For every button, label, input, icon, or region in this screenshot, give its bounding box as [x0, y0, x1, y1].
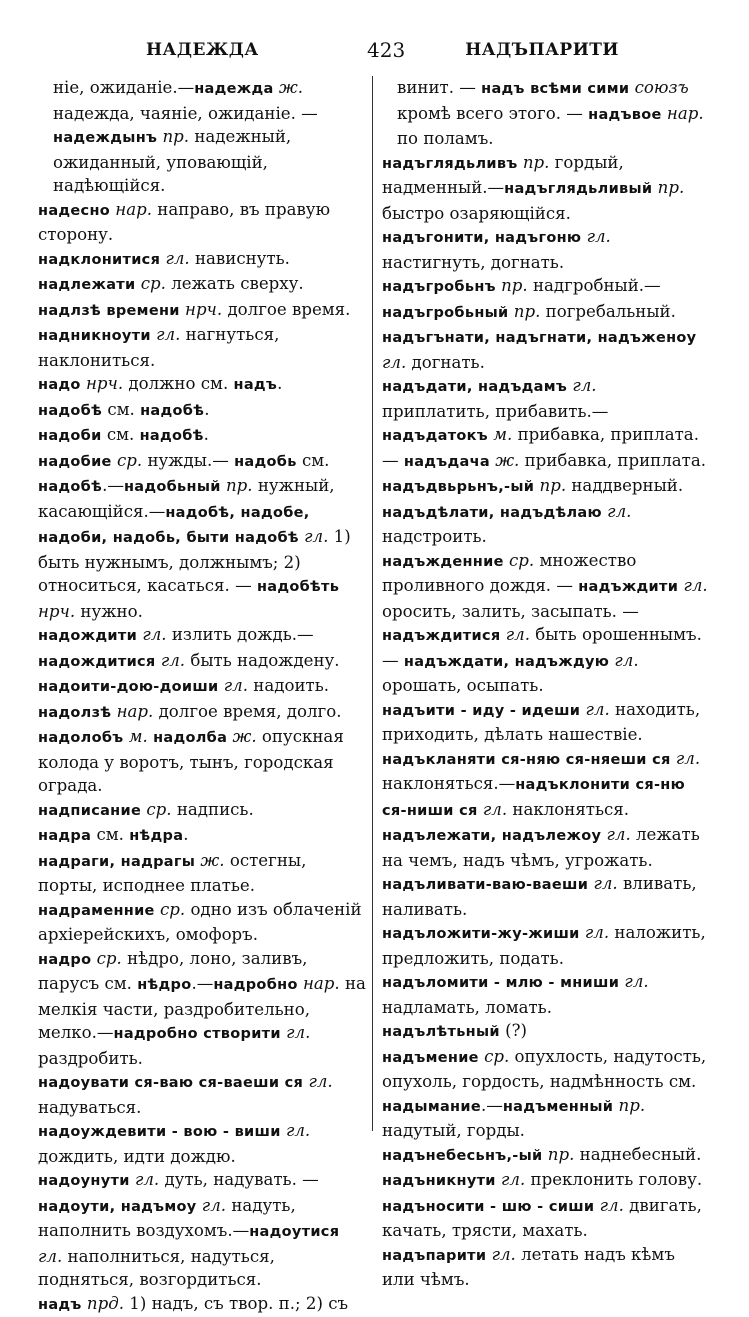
headword: надоунути: [38, 1173, 130, 1189]
headword: надъникнути: [382, 1173, 496, 1189]
dictionary-entry: [38, 423, 368, 449]
definition-text: нужды.—: [142, 451, 234, 470]
headword: надъломити - млю - мниши: [382, 975, 619, 991]
right-column: [382, 76, 708, 1292]
definition-text: надгробный.—: [528, 276, 661, 295]
grammar-abbreviation: ср.: [135, 274, 165, 293]
definition-text: опускная колода у воротъ, тынъ, городская ограда.: [38, 727, 344, 795]
dictionary-entry: [38, 700, 368, 726]
grammar-abbreviation: гл.: [137, 625, 167, 644]
definition-text: опухлость, надутость, опухоль, гордость, надмѣнность см.: [382, 1047, 706, 1092]
definition-text: прибавка, приплата.: [519, 451, 706, 470]
headword: надъносити - шю - сиши: [382, 1199, 594, 1215]
definition-text: остегны, порты, исподнее платье.: [38, 851, 306, 896]
headword: надъкланяти ся-няю ся-няеши ся: [382, 752, 671, 768]
definition-text: .: [183, 825, 188, 844]
grammar-abbreviation: гл.: [486, 1245, 516, 1264]
headword: надолзѣ: [38, 705, 111, 721]
grammar-abbreviation: гл.: [580, 700, 610, 719]
grammar-abbreviation: нар.: [110, 200, 152, 219]
definition-text: наложить, предложить, подать.: [382, 923, 706, 968]
headword: надобие: [38, 454, 112, 470]
definition-text: дуть, надувать. —: [159, 1170, 319, 1189]
definition-text: надежда, чаяніе, ожиданіе. —: [53, 104, 318, 123]
headword: надождитися: [38, 654, 156, 670]
grammar-abbreviation: гл.: [500, 625, 530, 644]
grammar-abbreviation: ж.: [490, 451, 519, 470]
definition-text: (?): [500, 1021, 527, 1040]
headword: надъдатокъ: [382, 428, 488, 444]
grammar-abbreviation: ср.: [155, 900, 185, 919]
dictionary-entry: [382, 274, 708, 325]
definition-text: нужно.: [75, 602, 143, 621]
grammar-abbreviation: гл.: [281, 1023, 311, 1042]
headword: надробно створити: [114, 1026, 281, 1042]
grammar-abbreviation: гл.: [580, 923, 610, 942]
grammar-abbreviation: м.: [123, 727, 147, 746]
headword: надобь: [234, 454, 297, 470]
headword: надъдача: [404, 454, 490, 470]
headword: надъглядьливъ: [382, 156, 518, 172]
grammar-abbreviation: пр.: [509, 302, 541, 321]
definition-text: надуваться.: [38, 1098, 141, 1117]
grammar-abbreviation: гл.: [671, 749, 701, 768]
headword: надоутися: [249, 1224, 339, 1240]
headword: надъ: [234, 377, 278, 393]
headword: надъ: [38, 1297, 82, 1313]
column-divider: [372, 76, 373, 1131]
headword: надоути, надъмоу: [38, 1199, 197, 1215]
dictionary-entry: [38, 798, 368, 824]
grammar-abbreviation: нар.: [111, 702, 153, 721]
grammar-abbreviation: гл.: [601, 825, 631, 844]
definition-text: надстроить.: [382, 527, 487, 546]
definition-text: см.: [102, 400, 140, 419]
definition-text: направо, въ правую сторону.: [38, 200, 330, 245]
headword: надъливати-ваю-ваеши: [382, 877, 588, 893]
dictionary-entry: [38, 76, 368, 198]
grammar-abbreviation: нрч.: [81, 374, 123, 393]
headword: надра: [38, 828, 91, 844]
grammar-abbreviation: гл.: [496, 1170, 526, 1189]
definition-text: нагнуться, наклониться.: [38, 325, 279, 370]
definition-text: .—: [102, 476, 124, 495]
definition-text: надуть, наполнить воздухомъ.—: [38, 1196, 296, 1241]
headword: надоувати ся-ваю ся-ваеши ся: [38, 1075, 303, 1091]
dictionary-entry: [38, 823, 368, 849]
headword: надобѣть: [257, 579, 339, 595]
definition-text: .: [204, 425, 209, 444]
dictionary-entry: [382, 151, 708, 226]
headword: надъпарити: [382, 1248, 486, 1264]
definition-text: одно изъ облаченій архіерейскихъ, омофоръ.: [38, 900, 362, 945]
headword: надъждати, надъждую: [404, 654, 609, 670]
running-header: [34, 36, 729, 66]
dictionary-entry: [382, 549, 708, 698]
definition-text: излить дождь.—: [167, 625, 314, 644]
headword: надобѣ, надобе, надоби, надобь, быти надобѣ: [38, 505, 310, 547]
headword: надлежати: [38, 277, 135, 293]
definition-text: гордый, надменный.—: [382, 153, 624, 198]
grammar-abbreviation: гл.: [594, 1196, 624, 1215]
dictionary-entry: [38, 398, 368, 424]
headword: надъгънати, надъгнати, надъженоу: [382, 330, 696, 346]
headword: надклонитися: [38, 252, 160, 268]
definition-text: долгое время.: [222, 300, 350, 319]
headword: надъждити: [578, 579, 678, 595]
grammar-abbreviation: пр.: [652, 178, 684, 197]
grammar-abbreviation: гл.: [382, 353, 406, 372]
dictionary-entry: [38, 623, 368, 674]
definition-text: дождить, идти дождю.: [38, 1147, 236, 1166]
dictionary-entry: [38, 372, 368, 398]
grammar-abbreviation: нрч.: [180, 300, 222, 319]
grammar-abbreviation: нар.: [298, 974, 340, 993]
dictionary-entry: [38, 1292, 368, 1317]
definition-text: раздробить.: [38, 1049, 143, 1068]
header-first-headword: НАДЕЖДА: [146, 40, 259, 60]
grammar-abbreviation: гл.: [130, 1170, 160, 1189]
definition-text: винит. —: [397, 78, 481, 97]
definition-text: надоить.: [248, 676, 329, 695]
definition-text: см.: [91, 825, 129, 844]
grammar-abbreviation: гл.: [478, 800, 508, 819]
dictionary-entry: [38, 725, 368, 798]
definition-text: быстро озаряющійся.: [382, 204, 571, 223]
grammar-abbreviation: гл.: [588, 874, 618, 893]
headword: надоуждевити - вою - виши: [38, 1124, 281, 1140]
headword: надъ всѣми сими: [481, 81, 629, 97]
grammar-abbreviation: пр.: [543, 1145, 575, 1164]
grammar-abbreviation: ср.: [91, 949, 121, 968]
headword: надеждынъ: [53, 130, 157, 146]
headword: надъжденние: [382, 554, 504, 570]
dictionary-entry: [38, 449, 368, 624]
grammar-abbreviation: ж.: [227, 727, 256, 746]
dictionary-entry: [382, 698, 708, 747]
headword: нѣдра: [129, 828, 183, 844]
definition-text: .—: [191, 974, 213, 993]
definition-text: множество проливного дождя. —: [382, 551, 636, 596]
dictionary-entry: [38, 674, 368, 700]
headword: надежда: [194, 81, 273, 97]
headword: надъвое: [588, 107, 661, 123]
definition-text: оросить, залить, засыпать. —: [382, 602, 639, 621]
dictionary-entry: [38, 198, 368, 247]
dictionary-entry: [382, 1143, 708, 1169]
grammar-abbreviation: пр.: [157, 127, 189, 146]
headword: надождити: [38, 628, 137, 644]
definition-text: наклоняться.—: [382, 774, 515, 793]
definition-text: наддверный.: [566, 476, 683, 495]
dictionary-entry: [382, 76, 708, 151]
dictionary-entry: [38, 1168, 368, 1292]
definition-text: нужный, касающійся.—: [38, 476, 335, 521]
definition-text: надламать, ломать.: [382, 998, 552, 1017]
headword: надымание: [382, 1099, 481, 1115]
grammar-abbreviation: гл.: [609, 651, 639, 670]
definition-text: летать надъ кѣмъ или чѣмъ.: [382, 1245, 675, 1290]
dictionary-entry: [38, 323, 368, 372]
grammar-abbreviation: ср.: [141, 800, 171, 819]
grammar-abbreviation: гл.: [619, 972, 649, 991]
grammar-abbreviation: гл.: [197, 1196, 227, 1215]
grammar-abbreviation: ж.: [274, 78, 303, 97]
definition-text: надутый, горды.: [382, 1121, 525, 1140]
definition-text: настигнуть, догнать.: [382, 253, 564, 272]
definition-text: приплатить, прибавить.—: [382, 402, 608, 421]
headword: надъждитися: [382, 628, 500, 644]
definition-text: вливать, наливать.: [382, 874, 697, 919]
dictionary-entry: [38, 1119, 368, 1168]
header-last-headword: НАДЪПАРИТИ: [465, 40, 619, 60]
grammar-abbreviation: гл.: [156, 651, 186, 670]
definition-text: по поламъ.: [397, 129, 494, 148]
grammar-abbreviation: гл.: [160, 249, 190, 268]
headword: надобѣ: [140, 428, 204, 444]
definition-text: надежный, ожиданный, уповающій, надѣющійся.: [53, 127, 291, 195]
definition-text: ніе, ожиданіе.—: [53, 78, 194, 97]
dictionary-entry: [38, 272, 368, 298]
headword: надъгонити, надъгоню: [382, 230, 581, 246]
grammar-abbreviation: ср.: [112, 451, 142, 470]
grammar-abbreviation: гл.: [38, 1247, 62, 1266]
grammar-abbreviation: гл.: [303, 1072, 333, 1091]
headword: надобѣ: [38, 403, 102, 419]
definition-text: кромѣ всего этого. —: [397, 104, 588, 123]
definition-text: прибавка, приплата. —: [382, 425, 699, 470]
headword: надъдати, надъдамъ: [382, 379, 567, 395]
dictionary-entry: [38, 947, 368, 1071]
grammar-abbreviation: пр.: [534, 476, 566, 495]
definition-text: .: [204, 400, 209, 419]
headword: нѣдро: [137, 977, 191, 993]
headword: надписание: [38, 803, 141, 819]
definition-text: быть надождену.: [185, 651, 340, 670]
dictionary-entry: [382, 823, 708, 872]
dictionary-entry: [382, 500, 708, 549]
grammar-abbreviation: гл.: [281, 1121, 311, 1140]
definition-text: догнать.: [406, 353, 485, 372]
dictionary-entry: [382, 1194, 708, 1243]
grammar-abbreviation: пр.: [613, 1096, 645, 1115]
headword: надъмение: [382, 1050, 479, 1066]
headword: надраги, надрагы: [38, 854, 195, 870]
grammar-abbreviation: нар.: [662, 104, 704, 123]
grammar-abbreviation: ср.: [479, 1047, 509, 1066]
headword: надолобъ: [38, 730, 123, 746]
dictionary-entry: [38, 247, 368, 273]
grammar-abbreviation: гл.: [567, 376, 597, 395]
definition-text: нависнуть.: [190, 249, 290, 268]
definition-text: быть орошеннымъ. —: [382, 625, 702, 670]
dictionary-entry: [382, 325, 708, 374]
dictionary-entry: [38, 898, 368, 947]
grammar-abbreviation: пр.: [221, 476, 253, 495]
definition-text: см.: [297, 451, 330, 470]
headword: надоби: [38, 428, 102, 444]
page-number: 423: [367, 38, 405, 62]
headword: надраменние: [38, 903, 155, 919]
grammar-abbreviation: гл.: [151, 325, 181, 344]
definition-text: двигать, качать, трясти, махать.: [382, 1196, 702, 1241]
headword: надробно: [213, 977, 297, 993]
headword: надънебесьнъ,-ый: [382, 1148, 543, 1164]
headword: надълежати, надълежоу: [382, 828, 601, 844]
grammar-abbreviation: гл.: [602, 502, 632, 521]
grammar-abbreviation: гл.: [219, 676, 249, 695]
definition-text: см.: [102, 425, 140, 444]
headword: надобѣ: [140, 403, 204, 419]
headword: надобѣ: [38, 479, 102, 495]
headword: надъменный: [503, 1099, 613, 1115]
grammar-abbreviation: гл.: [678, 576, 708, 595]
grammar-abbreviation: м.: [488, 425, 512, 444]
headword: надро: [38, 952, 91, 968]
grammar-abbreviation: пр.: [518, 153, 550, 172]
definition-text: орошать, осыпать.: [382, 676, 544, 695]
definition-text: погребальный.: [540, 302, 676, 321]
definition-text: 1) быть нужнымъ, должнымъ; 2) относиться, касаться. —: [38, 527, 351, 595]
headword: надникноути: [38, 328, 151, 344]
dictionary-entry: [382, 474, 708, 500]
dictionary-entry: [382, 1045, 708, 1143]
headword: надъглядьливый: [504, 181, 652, 197]
headword: надобьный: [124, 479, 221, 495]
dictionary-entry: [382, 872, 708, 921]
definition-text: на мелкія части, раздробительно, мелко.—: [38, 974, 366, 1042]
dictionary-entry: [382, 921, 708, 970]
grammar-abbreviation: союзъ: [629, 78, 688, 97]
definition-text: наклоняться.: [507, 800, 629, 819]
headword: надъгробьнъ: [382, 279, 496, 295]
dictionary-entry: [382, 1019, 708, 1045]
definition-text: наднебесный.: [574, 1145, 701, 1164]
definition-text: лежать на чемъ, надъ чѣмъ, угрожать.: [382, 825, 700, 870]
definition-text: наполниться, надуться, подняться, возгордиться.: [38, 1247, 275, 1290]
dictionary-entry: [38, 298, 368, 324]
dictionary-entry: [382, 374, 708, 474]
grammar-abbreviation: нрч.: [38, 602, 75, 621]
grammar-abbreviation: гл.: [299, 527, 329, 546]
definition-text: находить, приходить, дѣлать нашествіе.: [382, 700, 700, 745]
dictionary-entry: [382, 1243, 708, 1292]
definition-text: .: [277, 374, 282, 393]
headword: надъдѣлати, надъдѣлаю: [382, 505, 602, 521]
grammar-abbreviation: ж.: [195, 851, 224, 870]
headword: надъложити-жу-жиши: [382, 926, 580, 942]
headword: надълѣтьный: [382, 1024, 500, 1040]
dictionary-entry: [382, 747, 708, 824]
headword: надъдвьрьнъ,-ый: [382, 479, 534, 495]
dictionary-entry: [382, 1168, 708, 1194]
definition-text: должно см.: [123, 374, 233, 393]
definition-text: лежать сверху.: [166, 274, 304, 293]
dictionary-entry: [38, 849, 368, 898]
grammar-abbreviation: пр.: [496, 276, 528, 295]
headword: надо: [38, 377, 81, 393]
headword: надолба: [153, 730, 227, 746]
definition-text: надпись.: [172, 800, 254, 819]
definition-text: преклонить голову.: [525, 1170, 702, 1189]
definition-text: долгое время, долго.: [153, 702, 341, 721]
definition-text: 1) надъ, съ твор. п.; 2) съ: [124, 1294, 348, 1313]
headword: надесно: [38, 203, 110, 219]
definition-text: .—: [481, 1096, 503, 1115]
dictionary-entry: [38, 1070, 368, 1119]
left-column: [38, 76, 368, 1317]
headword: надлзѣ времени: [38, 303, 180, 319]
dictionary-entry: [382, 225, 708, 274]
headword: надоити-дою-доиши: [38, 679, 219, 695]
headword: надъклонити ся-ню ся-ниши ся: [382, 777, 685, 819]
grammar-abbreviation: гл.: [581, 227, 611, 246]
definition-text: нѣдро, лоно, заливъ, парусъ см.: [38, 949, 307, 994]
headword: надъгробьный: [382, 305, 509, 321]
headword: надъити - иду - идеши: [382, 703, 580, 719]
grammar-abbreviation: ср.: [504, 551, 534, 570]
grammar-abbreviation: прд.: [82, 1294, 124, 1313]
dictionary-entry: [382, 970, 708, 1019]
